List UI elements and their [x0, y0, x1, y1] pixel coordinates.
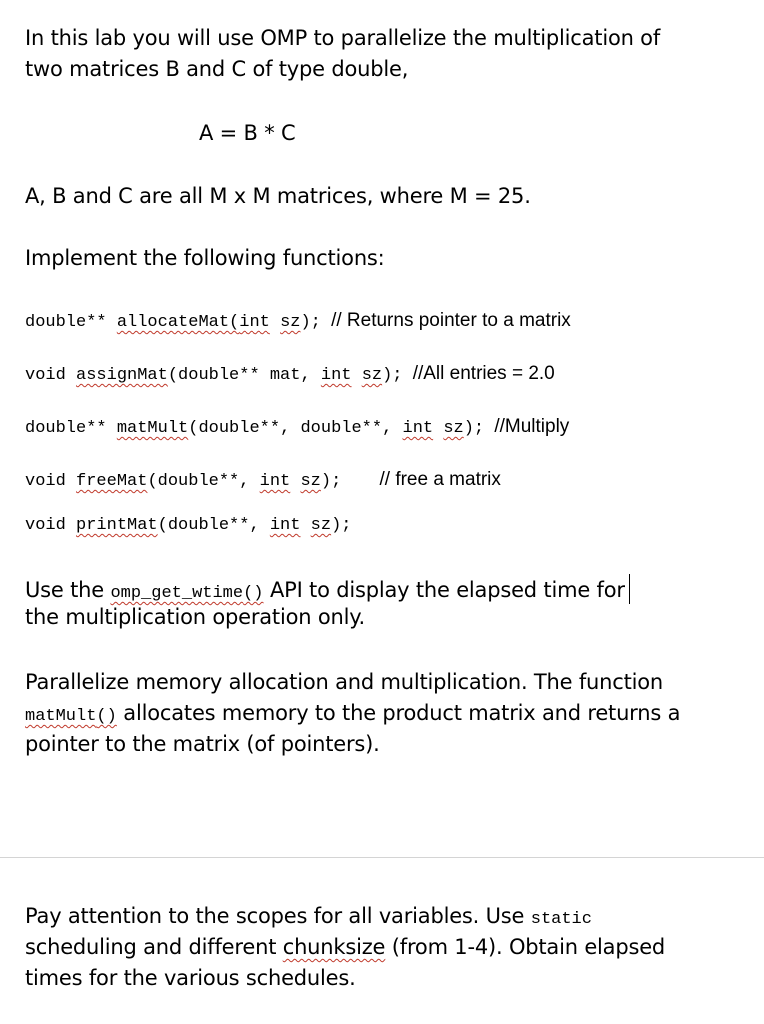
close-paren: );: [320, 472, 342, 491]
function-name: matMult: [25, 707, 97, 726]
return-type: double**: [25, 419, 117, 438]
scopes-line-2: [25, 935, 665, 959]
timing-line-1: [25, 574, 630, 604]
function-name: printMat: [76, 516, 158, 535]
open-paren: (: [229, 313, 240, 332]
equation: A = B * C: [199, 121, 296, 145]
comment: // free a matrix: [379, 469, 501, 490]
intro-line-1: In this lab you will use OMP to parallelize the multiplication of: [25, 26, 661, 50]
function-name: assignMat: [76, 366, 168, 385]
function-signature-printmat: [25, 516, 351, 535]
param-type: int: [269, 516, 301, 535]
api-parens: (): [243, 584, 264, 603]
chunksize-word: chunksize: [282, 935, 386, 959]
param-name: sz: [361, 366, 383, 385]
open-paren: (double**,: [147, 472, 260, 491]
timing-pre: Use the: [25, 578, 111, 602]
return-type: void: [25, 472, 77, 491]
comment: // Returns pointer to a matrix: [331, 310, 571, 331]
close-paren: );: [300, 313, 321, 332]
space: [433, 419, 443, 438]
param-name: sz: [443, 419, 464, 438]
open-paren: (double** mat,: [167, 366, 321, 385]
function-signature-assignmat: [25, 363, 555, 385]
comment: //Multiply: [494, 416, 570, 437]
close-paren: );: [382, 366, 403, 385]
function-signature-allocatemat: [25, 310, 571, 332]
parallel-line-1: Parallelize memory allocation and multiplication. The function: [25, 670, 664, 694]
param-name: sz: [280, 313, 301, 332]
param-type: int: [320, 366, 352, 385]
param-type: int: [402, 419, 434, 438]
open-paren: (double**,: [157, 516, 270, 535]
close-paren: );: [331, 516, 352, 535]
intro-line-2: two matrices B and C of type double,: [25, 57, 409, 81]
comment: //All entries = 2.0: [412, 363, 555, 384]
space: [270, 313, 280, 332]
parallel-line-2-text: allocates memory to the product matrix and returns a: [116, 701, 681, 725]
function-signature-matmult: [25, 416, 569, 438]
param-type: int: [259, 472, 291, 491]
parallel-line-3: pointer to the matrix (of pointers).: [25, 732, 380, 756]
function-name: freeMat: [76, 472, 148, 491]
function-parens: (): [96, 707, 117, 726]
scopes-line-3: times for the various schedules.: [25, 966, 356, 990]
static-keyword: static: [530, 910, 592, 929]
param-name: sz: [300, 472, 321, 491]
return-type: void: [25, 366, 77, 385]
scopes-line-2-post: (from 1-4). Obtain elapsed: [385, 935, 666, 959]
scopes-line-1: [25, 904, 592, 929]
function-name: allocateMat: [116, 313, 230, 332]
space: [300, 516, 310, 535]
open-paren: (double**, double**,: [188, 419, 403, 438]
param-name: sz: [310, 516, 332, 535]
timing-line-2: the multiplication operation only.: [25, 605, 365, 629]
param-type: int: [239, 313, 270, 332]
parallel-line-2: [25, 701, 680, 726]
scopes-line-2-pre: scheduling and different: [25, 935, 283, 959]
matrices-statement: A, B and C are all M x M matrices, where M = 25.: [25, 184, 531, 208]
implement-heading: Implement the following functions:: [25, 246, 385, 270]
api-name: omp_get_wtime: [110, 584, 244, 603]
close-paren: );: [463, 419, 485, 438]
timing-post: API to display the elapsed time for: [263, 578, 625, 602]
scopes-line-1-text: Pay attention to the scopes for all variables. Use: [25, 904, 531, 928]
return-type: void: [25, 516, 77, 535]
space: [290, 472, 300, 491]
space: [351, 366, 361, 385]
function-signature-freemat: [25, 469, 501, 491]
return-type: double**: [25, 313, 117, 332]
text-cursor: [629, 574, 630, 604]
section-divider: [0, 857, 764, 858]
function-name: matMult: [116, 419, 189, 438]
